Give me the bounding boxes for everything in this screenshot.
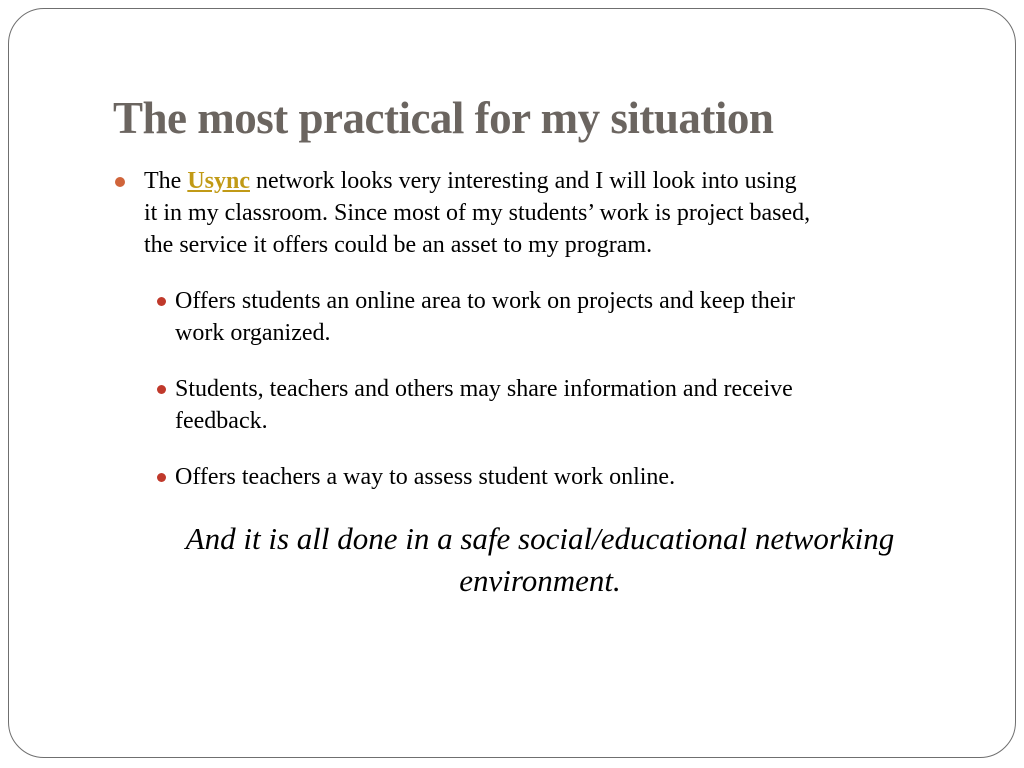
sub-bullet-dot-icon — [157, 385, 166, 394]
main-bullet-line-1 — [144, 165, 964, 197]
sub-bullet-item — [175, 461, 965, 493]
usync-link[interactable]: Usync — [187, 168, 250, 194]
main-bullet-text — [144, 165, 964, 261]
sub-bullet-dot-icon — [157, 473, 166, 482]
sub-bullet-item — [175, 373, 965, 437]
closing-line-1: And it is all done in a safe social/educational networking — [185, 521, 895, 556]
sub-bullet-line: Students, teachers and others may share information and receive — [175, 376, 793, 402]
sub-bullet-item — [175, 285, 965, 349]
main-bullet-line-3: the service it offers could be an asset to my program. — [144, 232, 653, 258]
sub-bullet-line: Offers students an online area to work on projects and keep their — [175, 288, 796, 314]
slide-title: The most practical for my situation — [113, 93, 774, 143]
main-bullet-prefix: The — [144, 168, 188, 194]
main-bullet-line-2: it in my classroom. Since most of my students’ work is project based, — [144, 200, 811, 226]
sub-bullet-line: feedback. — [175, 408, 268, 434]
bullet-dot-icon — [115, 177, 125, 187]
sub-bullet-line: work organized. — [175, 320, 331, 346]
closing-statement — [60, 518, 1020, 602]
main-bullet-line-1-rest: network looks very interesting and I will look into using — [249, 168, 797, 194]
closing-line-2: environment. — [459, 563, 621, 598]
sub-bullet-line: Offers teachers a way to assess student work online. — [175, 464, 676, 490]
sub-bullet-dot-icon — [157, 297, 166, 306]
